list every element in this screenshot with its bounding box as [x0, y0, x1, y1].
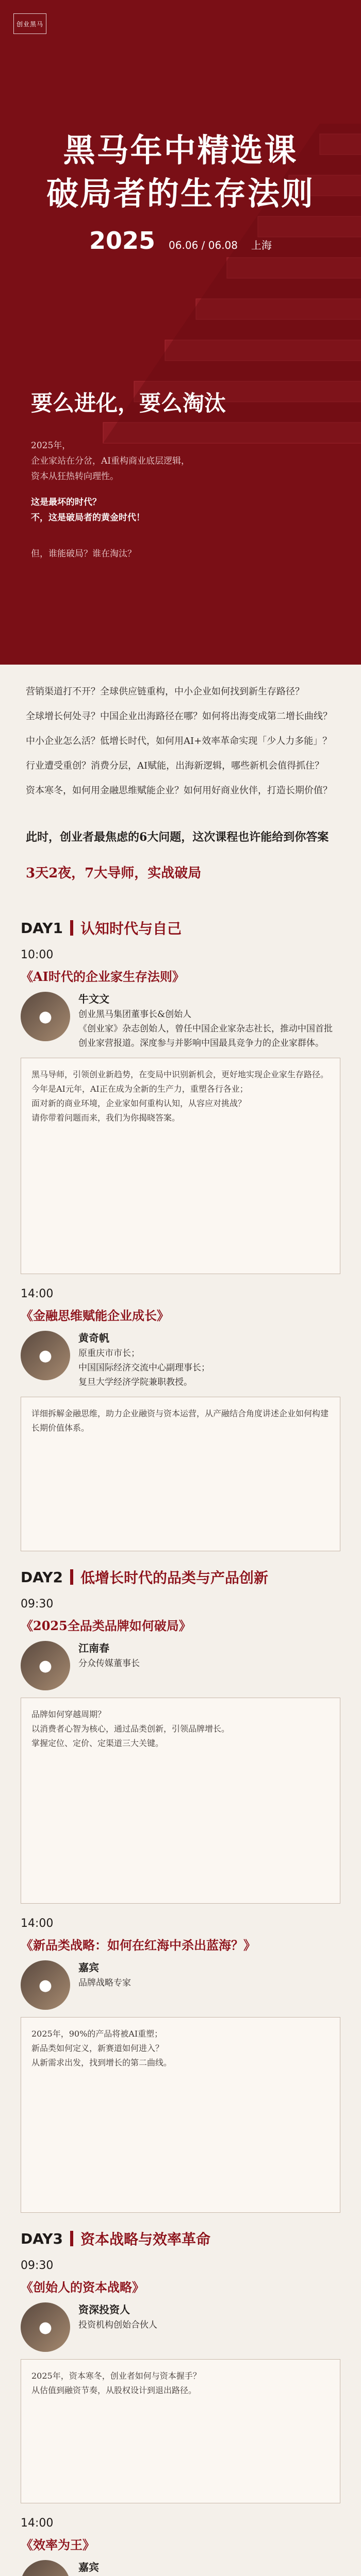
speaker-bio: 品牌战略专家	[78, 1978, 131, 1988]
speaker-name: 黄奇帆	[78, 1332, 109, 1344]
lead-statement: 此时，创业者最焦虑的6大问题，这次课程也许能给到你答案	[26, 831, 329, 844]
session-card	[21, 1598, 340, 1904]
session-card	[21, 2259, 340, 2503]
hero-banner	[0, 0, 361, 665]
speaker-name: 嘉宾	[78, 2561, 99, 2573]
hero-paragraph-1: 2025年， 企业家站在分岔，AI重构商业底层逻辑， 资本从狂热转向理性。	[31, 440, 190, 482]
speaker-name: 资深投资人	[78, 2303, 130, 2316]
speaker-avatar: ●	[21, 1960, 70, 2010]
day-divider	[70, 920, 73, 936]
hero-paragraph-3: 但，谁能破局？谁在淘汰？	[31, 549, 136, 559]
hero-title	[0, 129, 361, 215]
day2-label: DAY2	[21, 1568, 63, 1586]
pain-points	[0, 665, 361, 817]
speaker-name: 牛文文	[78, 993, 109, 1005]
speaker-bio: 分众传媒董事长	[78, 1658, 140, 1669]
session-card	[21, 2517, 340, 2576]
speaker-bio: 投资机构创始合伙人	[78, 2320, 157, 2330]
speaker-avatar: ●	[21, 1641, 70, 1690]
pain-point-1: 营销渠道打不开？全球供应链重构，中小企业如何找到新生存路径？	[26, 686, 304, 697]
day1-label: DAY1	[21, 919, 63, 937]
speaker-avatar: ●	[21, 1331, 70, 1380]
pain-point-4: 行业遭受重创？消费分层，AI赋能，出海新逻辑，哪些新机会值得抓住？	[26, 760, 324, 771]
day-divider	[70, 1569, 73, 1585]
session-time: 09:30	[21, 2259, 54, 2272]
session-title: 《创始人的资本战略》	[21, 2280, 144, 2295]
session-time: 14:00	[21, 1287, 54, 1300]
pain-point-5: 资本寒冬，如何用金融思维赋能企业？如何用好商业伙伴，打造长期价值？	[26, 785, 332, 796]
session-description: 2025年，90%的产品将被AI重塑； 新品类如何定义，新赛道如何进入？ 从新需求出发，找到增长的第二曲线。	[21, 2017, 340, 2213]
day3-theme: 资本战略与效率革命	[80, 2231, 211, 2248]
session-description: 2025年，资本寒冬，创业者如何与资本握手？ 从估值到融资节奏，从股权设计到退出路径。	[21, 2359, 340, 2503]
pain-point-2: 全球增长何处寻？中国企业出海路径在哪？如何将出海变成第二增长曲线？	[26, 711, 332, 722]
speaker-name: 嘉宾	[78, 1961, 99, 1974]
pain-point-3: 中小企业怎么活？低增长时代，如何用AI+效率革命实现「少人力多能」？	[26, 736, 332, 747]
session-card	[21, 948, 340, 1274]
speaker-bio: 原重庆市市长； 中国国际经济交流中心副理事长； 复旦大学经济学院兼职教授。	[78, 1348, 210, 1387]
hero-slogan: 要么进化，要么淘汰	[31, 391, 226, 416]
day2-header	[21, 1567, 340, 1587]
hero-city: 上海	[251, 239, 272, 251]
hero-year: 2025	[89, 227, 156, 255]
session-time: 14:00	[21, 2517, 54, 2530]
hero-title-line1: 黑马年中精选课	[63, 131, 298, 169]
session-time: 10:00	[21, 948, 54, 961]
day1-theme: 认知时代与自己	[80, 920, 182, 937]
hero-title-line2: 破局者的生存法则	[46, 175, 315, 212]
session-card	[21, 1917, 340, 2213]
session-description: 品牌如何穿越周期？ 以消费者心智为核心，通过品类创新，引领品牌增长。 掌握定位、定价、定渠道三大关键。	[21, 1698, 340, 1904]
day2-theme: 低增长时代的品类与产品创新	[80, 1569, 269, 1586]
session-title: 《2025全品类品牌如何破局》	[21, 1618, 191, 1633]
hero-date	[0, 227, 361, 255]
speaker-avatar	[21, 2560, 70, 2576]
session-title: 《效率为王》	[21, 2537, 95, 2552]
day1-header	[21, 918, 340, 938]
day3-header	[21, 2228, 340, 2249]
speaker-name: 江南春	[78, 1642, 109, 1654]
session-title: 《金融思维赋能企业成长》	[21, 1308, 169, 1323]
session-time: 09:30	[21, 1598, 54, 1611]
hero-paragraph-2: 这是最坏的时代？ 不，这是破局者的黄金时代！	[31, 497, 145, 523]
session-card	[21, 1287, 340, 1551]
speaker-avatar: ●	[21, 2302, 70, 2352]
session-title: 《新品类战略：如何在红海中杀出蓝海？》	[21, 1938, 256, 1953]
day-divider	[70, 2231, 73, 2246]
session-time: 14:00	[21, 1917, 54, 1930]
session-description: 详细拆解金融思维，助力企业融资与资本运营，从产融结合角度讲述企业如何构建长期价值体系。	[21, 1397, 340, 1551]
brand-logo: 创业黑马	[13, 13, 46, 34]
staircase-illustration	[83, 62, 361, 484]
course-tagline: 3天2夜，7大导师，实战破局	[26, 866, 202, 881]
speaker-avatar: ●	[21, 992, 70, 1041]
session-title: 《AI时代的企业家生存法则》	[21, 969, 185, 984]
day3-label: DAY3	[21, 2230, 63, 2247]
speaker-bio: 创业黑马集团董事长&创始人 《创业家》杂志创始人，曾任中国企业家杂志社长，推动中国首批创业家营报道。深度参与并影响中国最具竞争力的企业家群体。	[78, 1009, 333, 1048]
hero-dates: 06.06 / 06.08	[169, 239, 238, 251]
session-description: 黑马导师，引领创业新趋势，在变局中识别新机会，更好地实现企业家生存路径。 今年是AI元年，AI正在成为全新的生产力，重塑各行各业； 面对新的商业环境，企业家如何重构认知，从容应对挑战？ 请你带着问题而来，我们为你揭晓答案。	[21, 1058, 340, 1274]
